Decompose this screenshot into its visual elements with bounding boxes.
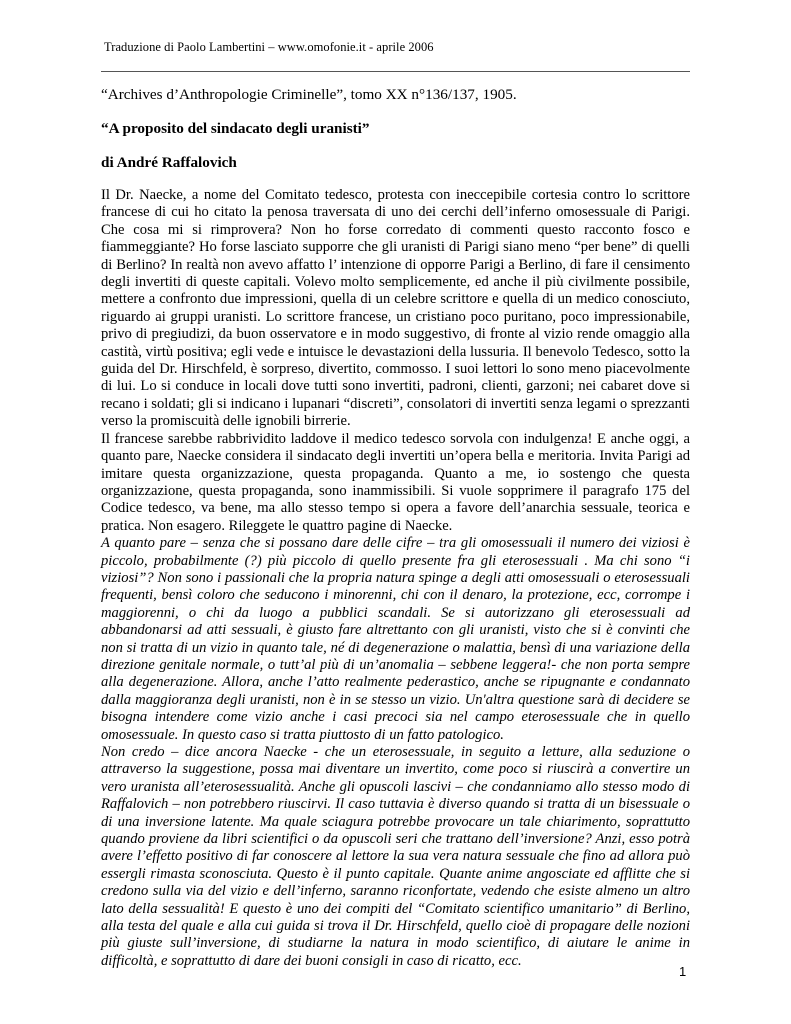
body-paragraph: Il Dr. Naecke, a nome del Comitato tedesco, protesta con ineccepibile cortesia contro lo scrittore francese di cui ho citato la penosa traversata di uno dei cerchi dell’inferno omosessuale di Parigi. Che cosa mi si rimprovera? Non ho forse corredato di commenti questo racconto fosco e fiammeggiante? Ho forse lasciato supporre che gli uranisti di Parigi siano meno “per bene” di quelli di Berlino? In realtà non avevo affatto l’ intenzione di opporre Parigi a Berlino, di fare il censimento degli invertiti di queste capitali. Volevo molto semplicemente, ed anche il più civilmente possibile, mettere a confronto due impressioni, quella di un celebre scrittore e quella di un medico conosciuto, riguardo ai gruppi uranisti. Lo scrittore francese, un cristiano poco puritano, poco impressionabile, privo di pregiudizi, da buon osservatore e in modo suggestivo, di fronte al vizio rende omaggio alla castità, virtù positiva; egli vede e intuisce le devastazioni della lussuria. Il benevolo Tedesco, sotto la guida del Dr. Hirschfeld, è sorpreso, divertito, commosso. I suoi lettori lo sono meno piacevolmente di lui. Lo si conduce in locali dove tutti sono invertiti, padroni, clienti, garzoni; nei cabaret dove si recano i soldati; gli si indicano i lupanari “discreti”, consolatori di invertiti senza legami o sprezzanti verso la promiscuità delle ignobili birrerie. [101, 187, 690, 430]
source-citation: “Archives d’Anthropologie Criminelle”, tomo XX n°136/137, 1905. [101, 86, 517, 103]
article-author: di André Raffalovich [101, 154, 237, 171]
quoted-paragraph: A quanto pare – senza che si possano dare delle cifre – tra gli omosessuali il numero dei viziosi è piccolo, probabilmente (?) più piccolo di quello presente fra gli eterosessuali . Ma chi sono “i viziosi”? Non sono i passionali che la propria natura spinge a degli atti omosessuali o eterosessuali frequenti, bensì coloro che seducono i minorenni, chi con il denaro, la protezione, ecc, corrompe i maggiorenni, o chi da luogo a pubblici scandali. Se si autorizzano gli eterosessuali ad abbandonarsi ad atti sessuali, è giusto fare altrettanto con gli uranisti, visto che si è convinti che non si tratta di un vizio in quanto tale, né di degenerazione o malattia, bensì di una variazione della direzione genitale normale, o tutt’al più di un’anomalia – sebbene leggera!- che non porta sempre alla degenerazione. Allora, anche l’atto realmente pederastico, anche se ripugnante e condannato dalla maggioranza degli uranisti, non è in se stesso un vizio. Un'altra questione sarà di decidere se bisogna intendere come vizio anche i casi precoci sia nel campo eterosessuale che in quello omosessuale. In questo caso si tratta piuttosto di un fatto patologico. [101, 535, 690, 743]
page-header: Traduzione di Paolo Lambertini – www.omofonie.it - aprile 2006 [104, 40, 434, 54]
page-number: 1 [679, 964, 687, 979]
article-title: “A proposito del sindacato degli uranisti” [101, 120, 370, 137]
document-body [101, 84, 690, 970]
body-paragraph: Il francese sarebbe rabbrividito laddove il medico tedesco sorvola con indulgenza! E anche oggi, a quanto pare, Naecke considera il sindacato degli invertiti un’opera bella e meritoria. Invita Parigi ad imitare questa organizzazione, questa propaganda. Quanto a me, io sostengo che questa organizzazione, questa propaganda, sono inammissibili. Si vuole sopprimere il paragrafo 175 del Codice tedesco, va bene, ma allo stesso tempo si opera a favore dell’anarchia sessuale, teorica e pratica. Non esagero. Rileggete le quattro pagine di Naecke. [101, 430, 690, 534]
header-divider [101, 71, 690, 72]
quoted-paragraph: Non credo – dice ancora Naecke - che un eterosessuale, in seguito a letture, alla seduzione o attraverso la suggestione, possa mai diventare un invertito, come poco si riuscirà a convertire un vero uranista all’eterosessualità. Anche gli opuscoli lascivi – che condanniamo allo stesso modo di Raffalovich – non potrebbero riuscirvi. Il caso tuttavia è diverso quando si tratta di un bisessuale o di una inversione latente. Ma quale sciagura potrebbe provocare un tale chiarimento, soprattutto quando proviene da libri scientifici o da opuscoli seri che trattano dell’inversione? Anzi, esso potrà avere l’effetto positivo di far conoscere al lettore la sua vera natura sessuale che fino ad allora può essergli rimasta sconosciuta. Questo è il punto capitale. Quante anime angosciate ed afflitte che si credono sulla via del vizio e dell’inferno, saranno riconfortate, vedendo che esiste almeno un altro lato della sessualità! E questo è uno dei compiti del “Comitato scientifico umanitario” di Berlino, alla testa del quale e alla cui guida si trova il Dr. Hirschfeld, quello cioè di propagare delle nozioni più giuste sull’inversione, di studiarne la natura in modo scientifico, di aiutare le anime in difficoltà, e soprattutto di dare dei buoni consigli in caso di ricatto, ecc. [101, 744, 690, 969]
